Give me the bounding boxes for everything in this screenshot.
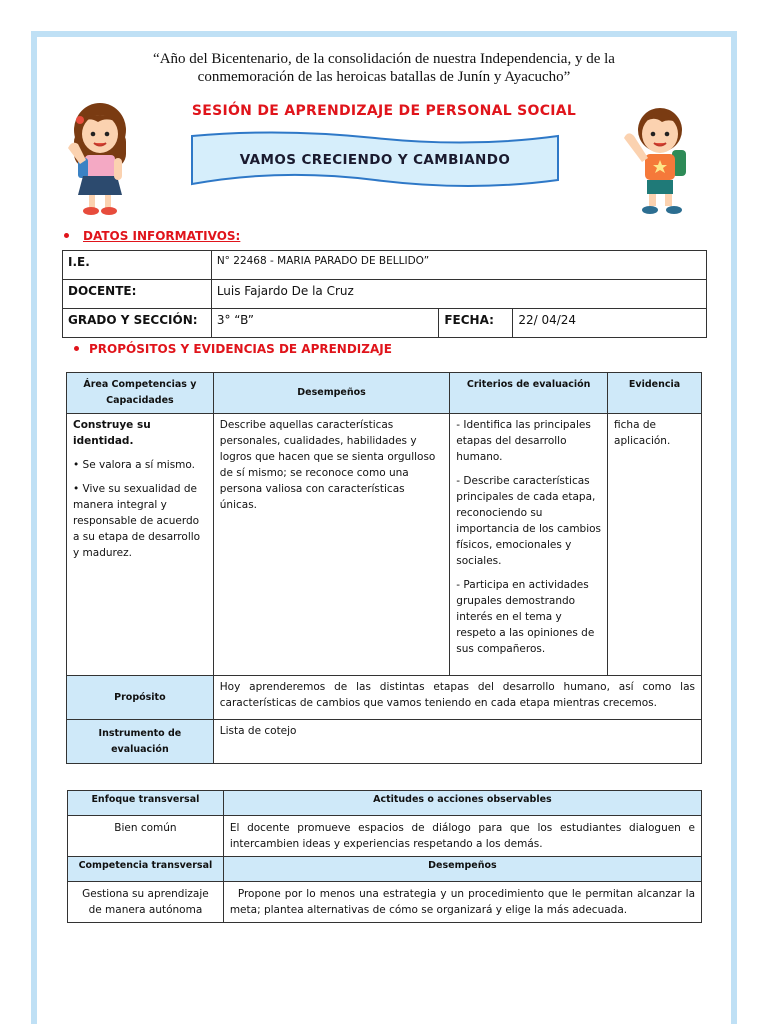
table-row xyxy=(67,676,702,720)
table-row xyxy=(63,251,707,280)
actitud-cell: El docente promueve espacios de diálogo para que los estudiantes dialoguen e intercambien ideas y experiencias respetando a los demás. xyxy=(223,816,701,857)
table-row xyxy=(63,309,707,338)
header-desempenos: Desempeños xyxy=(213,373,450,414)
desempeno-transversal-cell: Propone por lo menos una estrategia y un procedimiento que le permitan alcanzar la meta; plantea alternativas de cómo se organizará y elige la más adecuada. xyxy=(223,882,701,923)
propositos-table xyxy=(66,372,702,764)
table-row xyxy=(68,816,702,857)
fecha-value: 22/ 04/24 xyxy=(513,309,707,338)
boy-illustration xyxy=(618,100,698,218)
datos-heading xyxy=(64,229,240,243)
proposito-label: Propósito xyxy=(67,676,214,720)
table-row xyxy=(68,791,702,816)
bullet-icon xyxy=(64,233,69,238)
bullet-icon xyxy=(74,346,79,351)
table-row xyxy=(68,857,702,882)
area-item: • Se valora a sí mismo. xyxy=(73,459,195,471)
area-item: • Vive su sexualidad de manera integral y responsable de acuerdo a su etapa de desarrollo y madurez. xyxy=(73,483,201,559)
enfoque-cell: Bien común xyxy=(68,816,224,857)
proposito-text: Hoy aprenderemos de las distintas etapas del desarrollo humano, así como las características de cambios que vamos teniendo en cada etapa mientras crecemos. xyxy=(213,676,701,720)
header-desempenos-transversal: Desempeños xyxy=(223,857,701,882)
table-row xyxy=(67,720,702,764)
table-row xyxy=(67,373,702,414)
datos-table xyxy=(62,250,707,338)
motto xyxy=(0,50,768,86)
header-enfoque: Enfoque transversal xyxy=(68,791,224,816)
ie-value: N° 22468 - MARIA PARADO DE BELLIDO” xyxy=(211,251,706,280)
transversal-table xyxy=(67,790,702,923)
instrumento-text: Lista de cotejo xyxy=(213,720,701,764)
header-evidencia: Evidencia xyxy=(608,373,702,414)
criterio-item: - Describe características principales de cada etapa, reconociendo su importancia de los cambios físicos, emocionales y sociales. xyxy=(456,475,602,567)
banner-title: VAMOS CRECIENDO Y CAMBIANDO xyxy=(239,152,511,168)
header-competencia: Competencia transversal xyxy=(68,857,224,882)
desempeno-cell: Describe aquellas características personales, cualidades, habilidades y logros que hacen que se sienta orgulloso de sí mismo; se reconoce como una persona valiosa con características únicas. xyxy=(213,414,450,676)
criterio-item: - Participa en actividades grupales demostrando interés en el tema y respeto a las opiniones de sus compañeros. xyxy=(456,579,595,655)
criterios-cell xyxy=(450,414,608,676)
competencia-cell: Gestiona su aprendizaje de manera autónoma xyxy=(68,882,224,923)
ie-label: I.E. xyxy=(63,251,212,280)
docente-label: DOCENTE: xyxy=(63,280,212,309)
girl-illustration xyxy=(58,100,138,218)
motto-line-1: “Año del Bicentenario, de la consolidación de nuestra Independencia, y de la xyxy=(153,51,615,67)
docente-value: Luis Fajardo De la Cruz xyxy=(211,280,706,309)
grado-value: 3° “B” xyxy=(211,309,439,338)
evidencia-cell: ficha de aplicación. xyxy=(608,414,702,676)
table-row xyxy=(68,882,702,923)
table-row xyxy=(67,414,702,676)
instrumento-label: Instrumento de evaluación xyxy=(67,720,214,764)
header-actitudes: Actitudes o acciones observables xyxy=(223,791,701,816)
area-cell xyxy=(67,414,214,676)
motto-line-2: conmemoración de las heroicas batallas de Junín y Ayacucho” xyxy=(197,69,571,85)
propositos-heading xyxy=(74,342,392,356)
header-criterios: Criterios de evaluación xyxy=(450,373,608,414)
criterio-item: - Identifica las principales etapas del desarrollo humano. xyxy=(456,419,591,463)
session-title: SESIÓN DE APRENDIZAJE DE PERSONAL SOCIAL xyxy=(191,103,577,119)
header-area: Área Competencias y Capacidades xyxy=(67,373,214,414)
grado-label: GRADO Y SECCIÓN: xyxy=(63,309,212,338)
area-title: Construye su identidad. xyxy=(73,419,151,447)
fecha-label: FECHA: xyxy=(439,309,513,338)
datos-heading-text: DATOS INFORMATIVOS: xyxy=(83,229,241,243)
table-row xyxy=(63,280,707,309)
propositos-heading-text: PROPÓSITOS Y EVIDENCIAS DE APRENDIZAJE xyxy=(89,342,392,356)
